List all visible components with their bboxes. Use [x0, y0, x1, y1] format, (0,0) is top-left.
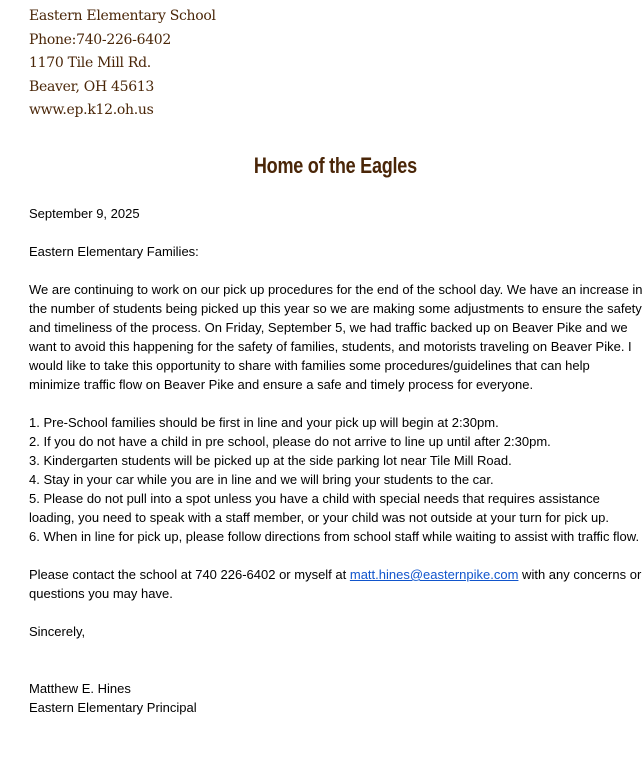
school-city: Beaver, OH 45613 [29, 78, 155, 95]
salutation: Eastern Elementary Families: [29, 244, 199, 259]
contact-text-end: with any concerns or questions you may have. [29, 567, 642, 601]
list-item: 6. When in line for pick up, please follow directions from school staff while waiting to assist with traffic flow. [29, 529, 640, 544]
email-link[interactable]: matt.hines@easternpike.com [349, 567, 519, 582]
school-website: www.ep.k12.oh.us [29, 102, 154, 118]
letter-title [0, 153, 644, 179]
letterhead [29, 5, 216, 123]
school-phone: Phone:740-226-6402 [29, 31, 172, 48]
signature-block [29, 679, 643, 717]
list-item: 4. Stay in your car while you are in line and we will bring your students to the car. [29, 472, 494, 487]
school-address: 1170 Tile Mill Rd. [29, 55, 151, 71]
list-item: 5. Please do not pull into a spot unless you have a child with special needs that requires assistance loading, you need to speak with a staff member, or your child was not outside at your turn for pick up. [29, 491, 610, 525]
list-item: 3. Kindergarten students will be picked up at the side parking lot near Tile Mill Road. [29, 453, 512, 468]
signer-role: Eastern Elementary Principal [29, 700, 197, 715]
contact-paragraph [29, 565, 643, 603]
procedure-list [29, 413, 643, 546]
title-text: Home of the Eagles [253, 153, 417, 178]
closing: Sincerely, [29, 624, 86, 639]
school-name: Eastern Elementary School [29, 8, 216, 24]
letter-date: September 9, 2025 [29, 206, 140, 221]
intro-paragraph: We are continuing to work on our pick up procedures for the end of the school day. We have an increase in the number of students being picked up this year so we are making some adjustments to ensure the safety and timeliness of the process. On Friday, September 5, we had traffic backed up on Beaver Pike and we want to avoid this happening for the safety of families, students, and motorists traveling on Beaver Pike. I would like to take this opportunity to share with families some procedures/guidelines that can help minimize traffic flow on Beaver Pike and ensure a safe and timely process for everyone. [29, 282, 643, 392]
signer-name: Matthew E. Hines [29, 681, 131, 696]
list-item: 2. If you do not have a child in pre school, please do not arrive to line up until after 2:30pm. [29, 434, 551, 449]
contact-text: Please contact the school at 740 226-6402 or myself at [29, 567, 350, 582]
letter-body [29, 204, 643, 717]
list-item: 1. Pre-School families should be first in line and your pick up will begin at 2:30pm. [29, 415, 499, 430]
